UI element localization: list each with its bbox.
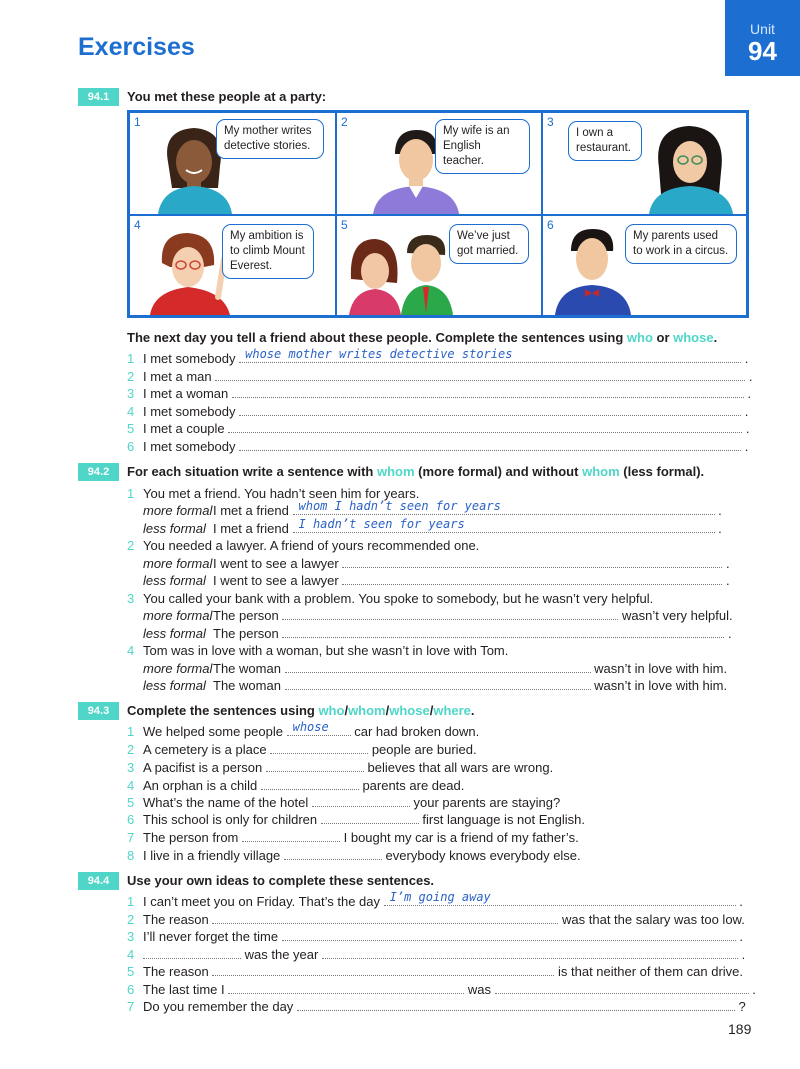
sentence-start: I met somebody <box>143 351 236 366</box>
item-number: 7 <box>127 830 135 845</box>
sentence-start: The person <box>213 626 279 641</box>
sentence-end: . <box>747 386 752 401</box>
answer-blank[interactable] <box>239 439 741 451</box>
answer-blank[interactable] <box>285 661 591 673</box>
sentence-start: The last time I <box>143 982 225 997</box>
answer-blank[interactable] <box>266 760 364 772</box>
sentence-end: parents are dead. <box>362 778 465 793</box>
sentence-end: believes that all wars are wrong. <box>367 760 554 775</box>
instruction-text: . <box>470 703 475 718</box>
sentence-line <box>127 890 751 910</box>
handwritten-answer: whose <box>292 720 329 734</box>
sentence-end: . <box>748 369 753 384</box>
sentence-line <box>127 368 751 385</box>
answer-blank[interactable] <box>282 626 724 638</box>
situation-text: You called your bank with a problem. You spoke to somebody, but he wasn’t very helpful. <box>143 591 654 606</box>
exercise-badge-94-4: 94.4 <box>78 872 119 890</box>
situation-text: Tom was in love with a woman, but she wasn’t in love with Tom. <box>143 643 509 658</box>
situation-line <box>127 590 751 607</box>
answer-blank[interactable] <box>285 678 591 690</box>
sentence-end: first language is not English. <box>422 812 585 827</box>
sentence-start: I met a couple <box>143 421 225 436</box>
instruction-text: (more formal) and without <box>414 464 583 479</box>
sentence-end: is that neither of them can drive. <box>558 964 743 979</box>
more-formal-label: more formal <box>143 608 213 623</box>
item-number: 4 <box>127 947 135 962</box>
less-formal-label: less formal <box>143 573 206 588</box>
item-number: 6 <box>127 982 135 997</box>
answer-blank[interactable] <box>495 982 749 994</box>
answer-blank[interactable] <box>384 890 736 906</box>
informal-line <box>127 572 751 589</box>
unit-tab <box>725 0 800 76</box>
sentence-start: I met somebody <box>143 439 236 454</box>
answer-blank[interactable] <box>293 517 715 533</box>
sentence-end: . <box>718 521 722 536</box>
sentence-line <box>127 963 751 980</box>
panel-number: 1 <box>134 115 141 129</box>
item-number: 1 <box>127 894 135 909</box>
less-formal-label: less formal <box>143 521 206 536</box>
panel-4 <box>130 216 335 315</box>
speech-bubble: My mother writes detective stories. <box>216 119 324 159</box>
item-number: 3 <box>127 591 135 606</box>
situation-line <box>127 642 751 659</box>
keyword-whom: whom <box>582 464 620 479</box>
sentence-start: An orphan is a child <box>143 778 258 793</box>
sentence-start: I met a man <box>143 369 212 384</box>
item-number: 4 <box>127 404 135 419</box>
sentence-start: The reason <box>143 912 209 927</box>
sentence-start: I went to see a lawyer <box>213 556 339 571</box>
couple-illustration <box>345 229 457 315</box>
sentence-line <box>127 829 751 846</box>
more-formal-label: more formal <box>143 503 213 518</box>
sentence-start: I met somebody <box>143 404 236 419</box>
answer-blank[interactable] <box>239 347 741 363</box>
handwritten-answer: whom I hadn’t seen for years <box>298 499 501 513</box>
keyword-who: who <box>626 330 653 345</box>
item-number: 6 <box>127 812 135 827</box>
keyword-whose: whose <box>673 330 714 345</box>
panel-number: 4 <box>134 218 141 232</box>
sentence-line <box>127 403 751 420</box>
item-number: 4 <box>127 643 135 658</box>
item-number: 3 <box>127 386 135 401</box>
answer-blank[interactable] <box>293 499 715 515</box>
answer-blank[interactable] <box>321 812 419 824</box>
item-number: 3 <box>127 929 135 944</box>
sentence-end: . <box>744 439 749 454</box>
informal-line <box>127 517 751 537</box>
panel-number: 5 <box>341 218 348 232</box>
man-illustration <box>551 225 635 315</box>
sentence-start: I met a friend <box>213 503 289 518</box>
exercise-heading-94-2 <box>127 463 704 481</box>
sentence-line <box>127 928 751 945</box>
instruction-text: For each situation write a sentence with <box>127 464 377 479</box>
formal-line <box>127 555 751 572</box>
sentence-line <box>127 759 751 776</box>
sentence-middle: was the year <box>244 947 319 962</box>
item-number: 2 <box>127 369 135 384</box>
sentence-end: ? <box>738 999 746 1014</box>
answer-blank[interactable] <box>242 830 340 842</box>
sentence-start: The woman <box>213 678 281 693</box>
instruction-text: or <box>652 330 674 345</box>
instruction-text: The next day you tell a friend about these people. Complete the sentences using <box>127 330 627 345</box>
panel-6 <box>543 216 746 315</box>
sentence-start: A pacifist is a person <box>143 760 263 775</box>
answer-blank[interactable] <box>215 369 745 381</box>
instruction-94-1 <box>127 329 717 347</box>
unit-label: Unit <box>750 21 775 37</box>
speech-bubble: My parents used to work in a circus. <box>625 224 737 264</box>
formal-line <box>127 660 751 677</box>
item-number: 2 <box>127 538 135 553</box>
sentence-start: A cemetery is a place <box>143 742 267 757</box>
answer-blank[interactable] <box>212 912 558 924</box>
answer-blank[interactable] <box>284 848 382 860</box>
sentence-end: everybody knows everybody else. <box>385 848 581 863</box>
speech-bubble: I own a restaurant. <box>568 121 642 161</box>
sentence-end: people are buried. <box>371 742 477 757</box>
sentence-start: The person from <box>143 830 239 845</box>
answer-blank[interactable] <box>312 795 410 807</box>
sentence-line <box>127 347 751 367</box>
item-number: 5 <box>127 964 135 979</box>
answer-blank[interactable] <box>261 778 359 790</box>
exercise-heading-94-3 <box>127 702 475 720</box>
sentence-start: We helped some people <box>143 724 283 739</box>
sentence-end: . <box>728 626 732 641</box>
speech-bubble: My wife is an English teacher. <box>435 119 530 174</box>
sentence-start: I went to see a lawyer <box>213 573 339 588</box>
answer-blank[interactable] <box>342 556 722 568</box>
answer-blank[interactable] <box>322 947 738 959</box>
exercise-badge-94-1: 94.1 <box>78 88 119 106</box>
situation-text: You met a friend. You hadn’t seen him for years. <box>143 486 420 501</box>
woman-illustration <box>643 120 739 214</box>
more-formal-label: more formal <box>143 556 213 571</box>
answer-blank[interactable] <box>228 421 742 433</box>
sentence-line <box>127 847 751 864</box>
sentence-start: I met a friend <box>213 521 289 536</box>
item-number: 5 <box>127 795 135 810</box>
item-number: 4 <box>127 778 135 793</box>
answer-blank[interactable] <box>228 982 464 994</box>
sentence-end: . <box>744 351 749 366</box>
sentence-start: Do you remember the day <box>143 999 294 1014</box>
item-number: 6 <box>127 439 135 454</box>
sentence-line <box>127 911 751 928</box>
answer-blank[interactable] <box>143 947 241 959</box>
handwritten-answer: I’m going away <box>389 890 491 904</box>
handwritten-answer: whose mother writes detective stories <box>245 347 513 361</box>
item-number: 2 <box>127 742 135 757</box>
answer-blank[interactable] <box>282 608 618 620</box>
sentence-line <box>127 777 751 794</box>
keyword-whom: whom <box>376 464 415 479</box>
panel-number: 6 <box>547 218 554 232</box>
answer-blank[interactable] <box>270 742 368 754</box>
answer-blank[interactable] <box>232 386 744 398</box>
page-number: 189 <box>728 1021 752 1037</box>
item-number: 2 <box>127 912 135 927</box>
answer-blank[interactable] <box>287 720 351 736</box>
less-formal-label: less formal <box>143 678 206 693</box>
sentence-end: your parents are staying? <box>413 795 561 810</box>
item-number: 1 <box>127 351 135 366</box>
informal-line <box>127 625 751 642</box>
item-number: 3 <box>127 760 135 775</box>
sentence-line <box>127 946 751 963</box>
sentence-end: wasn’t very helpful. <box>622 608 733 623</box>
answer-blank[interactable] <box>342 573 722 585</box>
sentence-line <box>127 794 751 811</box>
instruction-text: (less formal). <box>619 464 705 479</box>
panel-number: 2 <box>341 115 348 129</box>
formal-line <box>127 607 751 624</box>
more-formal-label: more formal <box>143 661 213 676</box>
sentence-end: . <box>725 573 730 588</box>
sentence-end: . <box>752 982 756 997</box>
item-number: 1 <box>127 486 135 501</box>
speech-bubble: We’ve just got married. <box>449 224 529 264</box>
exercise-heading-94-4: Use your own ideas to complete these sentences. <box>127 873 435 888</box>
situation-text: You needed a lawyer. A friend of yours recommended one. <box>143 538 480 553</box>
answer-blank[interactable] <box>297 999 735 1011</box>
sentence-start: I can’t meet you on Friday. That’s the day <box>143 894 381 909</box>
answer-blank[interactable] <box>239 404 741 416</box>
sentence-line <box>127 811 751 828</box>
speech-bubble: My ambition is to climb Mount Everest. <box>222 224 314 279</box>
situation-line <box>127 537 751 554</box>
exercise-heading-94-1: You met these people at a party: <box>127 89 327 104</box>
sentence-line <box>127 741 751 758</box>
informal-line <box>127 677 751 694</box>
sentence-end: car had broken down. <box>354 724 480 739</box>
sentence-end: I bought my car is a friend of my father’s. <box>343 830 579 845</box>
sentence-line <box>127 385 751 402</box>
keyword-whose: whose <box>389 703 430 718</box>
sentence-end: . <box>745 421 750 436</box>
sentence-line <box>127 720 751 740</box>
exercise-badge-94-3: 94.3 <box>78 702 119 720</box>
slash: / <box>344 703 349 718</box>
sentence-end: . <box>741 947 746 962</box>
instruction-text: . <box>713 330 718 345</box>
instruction-text: Complete the sentences using <box>127 703 319 718</box>
sentence-line <box>127 981 756 998</box>
sentence-start: I’ll never forget the time <box>143 929 279 944</box>
sentence-start: This school is only for children <box>143 812 318 827</box>
sentence-middle: was <box>467 982 492 997</box>
panel-number: 3 <box>547 115 554 129</box>
slash: / <box>429 703 434 718</box>
panel-3 <box>543 113 746 214</box>
item-number: 8 <box>127 848 135 863</box>
sentence-line <box>127 420 751 437</box>
keyword-where: where <box>433 703 471 718</box>
sentence-end: . <box>739 894 743 909</box>
answer-blank[interactable] <box>212 964 554 976</box>
sentence-end: . <box>739 929 743 944</box>
item-number: 1 <box>127 724 135 739</box>
slash: / <box>385 703 390 718</box>
sentence-end: wasn’t in love with him. <box>594 678 728 693</box>
panel-2 <box>337 113 541 214</box>
panel-1 <box>130 113 335 214</box>
sentence-start: I met a woman <box>143 386 229 401</box>
page-title: Exercises <box>78 33 195 61</box>
sentence-start: What’s the name of the hotel <box>143 795 309 810</box>
handwritten-answer: I hadn’t seen for years <box>298 517 465 531</box>
picture-grid <box>127 110 749 318</box>
item-number: 5 <box>127 421 135 436</box>
item-number: 7 <box>127 999 135 1014</box>
keyword-who: who <box>318 703 345 718</box>
panel-5 <box>337 216 541 315</box>
sentence-end: . <box>718 503 722 518</box>
sentence-end: was that the salary was too low. <box>562 912 745 927</box>
sentence-start: The woman <box>213 661 281 676</box>
sentence-start: The person <box>213 608 279 623</box>
sentence-line <box>127 998 751 1015</box>
keyword-whom: whom <box>348 703 386 718</box>
answer-blank[interactable] <box>282 929 736 941</box>
sentence-end: wasn’t in love with him. <box>594 661 728 676</box>
sentence-start: I live in a friendly village <box>143 848 281 863</box>
less-formal-label: less formal <box>143 626 206 641</box>
exercise-badge-94-2: 94.2 <box>78 463 119 481</box>
sentence-start: The reason <box>143 964 209 979</box>
unit-number: 94 <box>748 36 777 66</box>
sentence-end: . <box>744 404 749 419</box>
sentence-end: . <box>725 556 730 571</box>
sentence-line <box>127 438 751 455</box>
